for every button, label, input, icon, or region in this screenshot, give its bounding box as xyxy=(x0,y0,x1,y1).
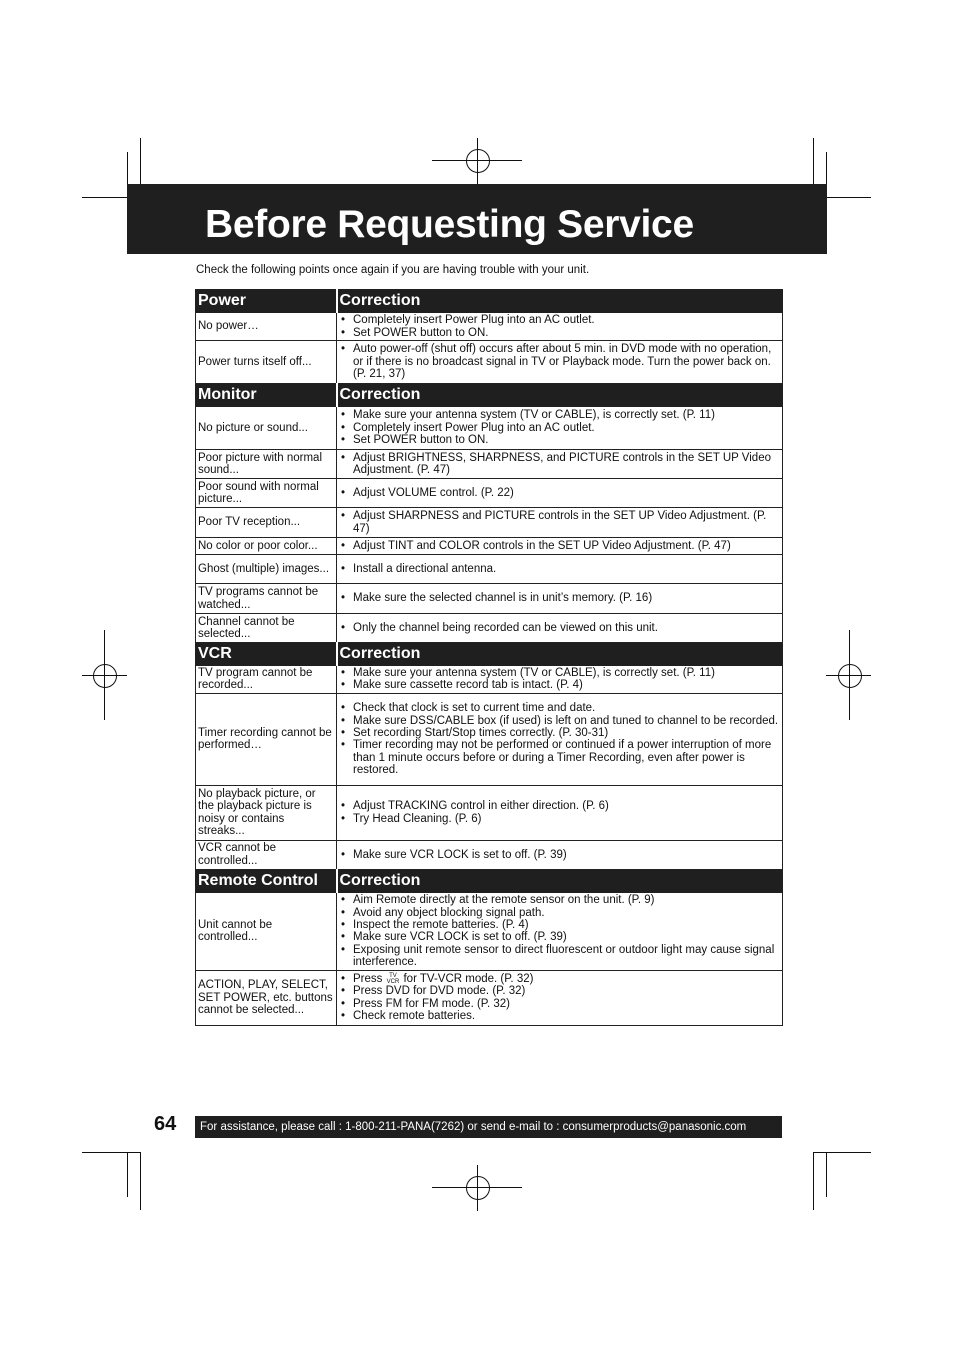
section-title: VCR xyxy=(196,643,337,666)
correction-item: • Aim Remote directly at the remote sensor on the unit. (P. 9) xyxy=(339,894,780,906)
correction-item: • Press FM for FM mode. (P. 32) xyxy=(339,998,780,1010)
registration-mark xyxy=(466,1176,490,1200)
correction-item: • Completely insert Power Plug into an AC outlet. xyxy=(339,314,780,326)
registration-mark xyxy=(93,664,117,688)
table-row xyxy=(196,892,783,970)
problem-cell: No playback picture, or the playback picture is noisy or contains streaks... xyxy=(196,785,337,840)
correction-cell xyxy=(337,666,783,694)
correction-list xyxy=(339,894,780,968)
correction-cell xyxy=(337,341,783,384)
correction-list xyxy=(339,667,780,692)
problem-cell: No color or poor color... xyxy=(196,538,337,555)
problem-cell: Poor TV reception... xyxy=(196,508,337,538)
correction-cell xyxy=(337,892,783,970)
correction-list xyxy=(339,973,780,1023)
page-title: Before Requesting Service xyxy=(205,203,694,246)
correction-list xyxy=(339,314,780,339)
correction-list xyxy=(339,849,780,861)
correction-item: • Adjust TRACKING control in either direction. (P. 6) xyxy=(339,800,780,812)
table-row xyxy=(196,450,783,479)
correction-header: Correction xyxy=(337,290,783,313)
correction-list xyxy=(339,343,780,380)
section-title: Monitor xyxy=(196,384,337,407)
intro-text: Check the following points once again if you are having trouble with your unit. xyxy=(196,264,590,276)
correction-item: • Make sure cassette record tab is intact. (P. 4) xyxy=(339,679,780,691)
correction-cell xyxy=(337,538,783,555)
table-row xyxy=(196,584,783,614)
correction-list xyxy=(339,622,780,634)
problem-cell: Poor sound with normal picture... xyxy=(196,479,337,508)
troubleshooting-table xyxy=(195,289,783,1026)
correction-item: • Make sure DSS/CABLE box (if used) is left on and tuned to channel to be recorded. xyxy=(339,715,780,727)
correction-item: • Make sure your antenna system (TV or CABLE), is correctly set. (P. 11) xyxy=(339,409,780,421)
correction-cell xyxy=(337,584,783,614)
tv-vcr-icon xyxy=(387,973,400,985)
registration-mark xyxy=(838,664,862,688)
correction-item: • Make sure your antenna system (TV or CABLE), is correctly set. (P. 11) xyxy=(339,667,780,679)
problem-cell: Unit cannot be controlled... xyxy=(196,892,337,970)
section-header xyxy=(196,869,783,892)
correction-item: • Set POWER button to ON. xyxy=(339,434,780,446)
problem-cell: Poor picture with normal sound... xyxy=(196,450,337,479)
correction-item: • Make sure VCR LOCK is set to off. (P. 39) xyxy=(339,931,780,943)
section-title: Remote Control xyxy=(196,869,337,892)
correction-item: • Make sure VCR LOCK is set to off. (P. 39) xyxy=(339,849,780,861)
crop-mark xyxy=(82,1152,140,1153)
correction-item: • Completely insert Power Plug into an AC outlet. xyxy=(339,422,780,434)
correction-cell xyxy=(337,479,783,508)
section-header xyxy=(196,643,783,666)
correction-list xyxy=(339,540,780,552)
correction-item: • Timer recording may not be performed or continued if a power interruption of more than 1 minute occurs before or during a Timer Recording, even after power is restored. xyxy=(339,739,780,776)
table-row xyxy=(196,508,783,538)
correction-cell xyxy=(337,785,783,840)
section-header xyxy=(196,290,783,313)
correction-cell xyxy=(337,840,783,869)
correction-list xyxy=(339,702,780,776)
correction-cell xyxy=(337,407,783,450)
table-row xyxy=(196,555,783,584)
problem-cell: TV program cannot be recorded... xyxy=(196,666,337,694)
correction-list xyxy=(339,487,780,499)
registration-mark xyxy=(466,149,490,173)
crop-mark xyxy=(813,1152,871,1153)
crop-mark xyxy=(140,1152,141,1210)
footer-bar: For assistance, please call : 1-800-211-PANA(7262) or send e-mail to : consumerproducts@panasonic.com xyxy=(195,1116,782,1138)
section-header xyxy=(196,384,783,407)
correction-item: • Avoid any object blocking signal path. xyxy=(339,907,780,919)
table-row xyxy=(196,614,783,643)
correction-item: • Auto power-off (shut off) occurs after about 5 min. in DVD mode with no operation, or if there is no broadcast signal in TV or Playback mode. Turn the power back on.(P. 21, 37) xyxy=(339,343,780,380)
correction-header: Correction xyxy=(337,643,783,666)
table-row xyxy=(196,407,783,450)
table-row xyxy=(196,479,783,508)
problem-cell: Channel cannot be selected... xyxy=(196,614,337,643)
correction-list xyxy=(339,592,780,604)
correction-item: • Check remote batteries. xyxy=(339,1010,780,1022)
problem-cell: Timer recording cannot be performed… xyxy=(196,693,337,785)
table-row xyxy=(196,666,783,694)
correction-cell xyxy=(337,693,783,785)
action-row xyxy=(196,970,783,1025)
table-row xyxy=(196,840,783,869)
correction-list xyxy=(339,800,780,825)
correction-cell xyxy=(337,313,783,341)
correction-list xyxy=(339,409,780,446)
correction-item: • Set POWER button to ON. xyxy=(339,327,780,339)
press-text: Press xyxy=(353,973,383,986)
correction-item: • Check that clock is set to current time and date. xyxy=(339,702,780,714)
problem-cell: Power turns itself off... xyxy=(196,341,337,384)
correction-list xyxy=(339,563,780,575)
correction-item: • Adjust VOLUME control. (P. 22) xyxy=(339,487,780,499)
correction-item: • Adjust BRIGHTNESS, SHARPNESS, and PICTURE controls in the SET UP Video Adjustment. (P. 47) xyxy=(339,452,780,477)
problem-cell: TV programs cannot be watched... xyxy=(196,584,337,614)
table-body xyxy=(196,290,783,1026)
problem-cell: VCR cannot be controlled... xyxy=(196,840,337,869)
table-row xyxy=(196,785,783,840)
correction-header: Correction xyxy=(337,869,783,892)
table-row xyxy=(196,693,783,785)
correction-cell xyxy=(337,555,783,584)
correction-item: • Make sure the selected channel is in unit’s memory. (P. 16) xyxy=(339,592,780,604)
correction-cell xyxy=(337,508,783,538)
table-row xyxy=(196,313,783,341)
correction-item: • Set recording Start/Stop times correctly. (P. 30-31) xyxy=(339,727,780,739)
correction-list xyxy=(339,510,780,535)
press-suffix-text: for TV-VCR mode. (P. 32) xyxy=(403,973,534,986)
problem-cell: Ghost (multiple) images... xyxy=(196,555,337,584)
correction-cell xyxy=(337,450,783,479)
correction-item: • Press DVD for DVD mode. (P. 32) xyxy=(339,985,780,997)
correction-header: Correction xyxy=(337,384,783,407)
correction-item xyxy=(339,973,780,985)
vcr-label: VCR xyxy=(386,978,400,985)
section-title: Power xyxy=(196,290,337,313)
correction-item: • Try Head Cleaning. (P. 6) xyxy=(339,813,780,825)
correction-item: • Install a directional antenna. xyxy=(339,563,780,575)
table-row xyxy=(196,538,783,555)
page-number: 64 xyxy=(154,1113,177,1135)
correction-cell xyxy=(337,614,783,643)
crop-mark xyxy=(127,1152,128,1197)
correction-list xyxy=(339,452,780,477)
correction-item: • Adjust TINT and COLOR controls in the SET UP Video Adjustment. (P. 47) xyxy=(339,540,780,552)
problem-cell: No picture or sound... xyxy=(196,407,337,450)
crop-mark xyxy=(813,1152,814,1210)
problem-cell: ACTION, PLAY, SELECT, SET POWER, etc. buttons cannot be selected... xyxy=(196,970,337,1025)
problem-cell: No power… xyxy=(196,313,337,341)
correction-item: • Exposing unit remote sensor to direct fluorescent or outdoor light may cause signal interference. xyxy=(339,944,780,969)
correction-item: • Only the channel being recorded can be viewed on this unit. xyxy=(339,622,780,634)
correction-item: • Adjust SHARPNESS and PICTURE controls in the SET UP Video Adjustment. (P. 47) xyxy=(339,510,780,535)
correction-cell xyxy=(337,970,783,1025)
tv-label: TV xyxy=(389,972,397,979)
crop-mark xyxy=(826,1152,827,1197)
table-row xyxy=(196,341,783,384)
correction-item: • Inspect the remote batteries. (P. 4) xyxy=(339,919,780,931)
